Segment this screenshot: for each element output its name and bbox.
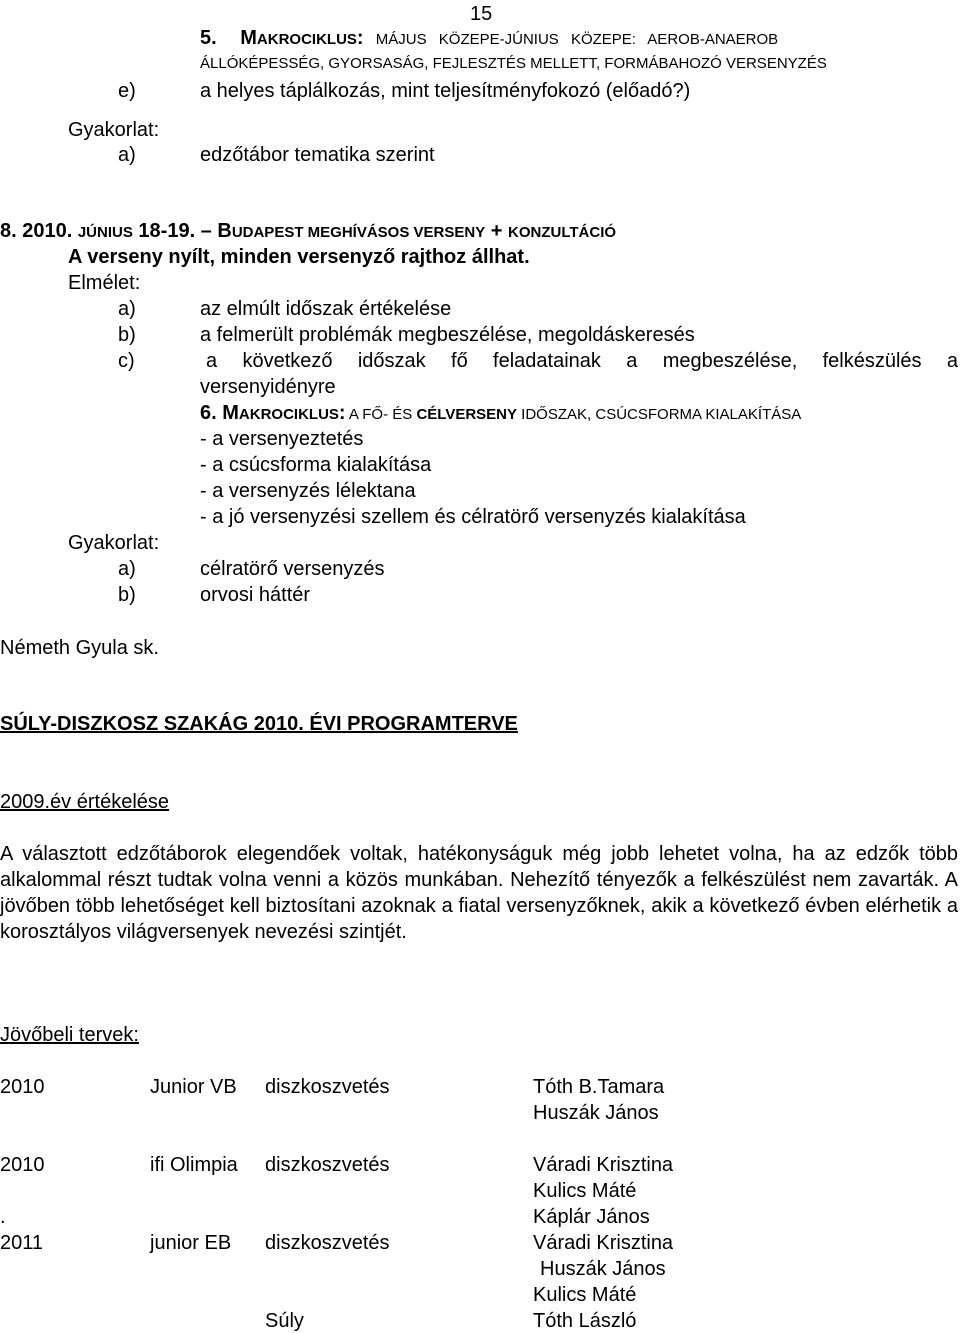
plan-athlete: Kulics Máté: [533, 1180, 637, 1202]
section-6-text-1: A FŐ- ÉS: [345, 406, 417, 423]
section-8-note: A verseny nyílt, minden versenyző rajthoz állhat.: [68, 246, 530, 268]
theory-title: Elmélet:: [68, 272, 141, 294]
plan-athlete: Tóth László: [533, 1310, 637, 1332]
list-item-continuation: versenyidényre: [200, 376, 336, 398]
section-6-number: 6. M: [200, 402, 239, 424]
plans-title: Jövőbeli tervek:: [0, 1024, 139, 1046]
dash-item: - a csúcsforma kialakítása: [200, 454, 432, 476]
list-item-text: az elmúlt időszak értékelése: [200, 298, 452, 320]
section-5-heading: [200, 26, 778, 52]
evaluation-paragraph: A választott edzőtáborok elegendőek voltak, hatékonyságuk még jobb lehetet volna, ha az edzők több alkalommal részt tudtak volna venni a közös munkában. Nehezítő tényezők a felkészülést nem zavarták. A jövőben több lehetőséget kell biztosítani azoknak a fiatal versenyzőknek, akik a következő évben elérhetik a korosztályos világversenyek nevezési szintjét.: [0, 843, 958, 943]
list-item-text: a helyes táplálkozás, mint teljesítményfokozó (előadó?): [200, 80, 691, 102]
plan-year: 2011: [0, 1232, 44, 1254]
section-5-heading-rest: MÁJUS KÖZEPE-JÚNIUS KÖZEPE: AEROB-ANAEROB: [363, 31, 779, 48]
list-item-text: orvosi háttér: [200, 584, 311, 606]
section-6-keyword: AKROCIKLUS: [238, 406, 339, 423]
plan-discipline: diszkoszvetés: [265, 1232, 390, 1254]
plan-athlete: Tóth B.Tamara: [533, 1076, 665, 1098]
list-item-text: a felmerült problémák megbeszélése, megoldáskeresés: [200, 324, 695, 346]
plan-year: 2010: [0, 1076, 45, 1098]
program-heading: SÚLY-DISZKOSZ SZAKÁG 2010. ÉVI PROGRAMTERVE: [0, 713, 518, 735]
section-8-consult: KONZULTÁCIÓ: [508, 224, 617, 241]
list-label: b): [118, 584, 136, 606]
section-6-heading: [200, 401, 801, 427]
plan-athlete: Váradi Krisztina: [533, 1232, 674, 1254]
section-5-number: 5.: [200, 27, 217, 49]
plan-athlete: Huszák János: [540, 1258, 666, 1280]
plan-athlete: Huszák János: [533, 1102, 659, 1124]
dash-item: - a versenyeztetés: [200, 428, 364, 450]
plan-discipline: Súly: [265, 1310, 304, 1332]
stray-dot: .: [0, 1206, 6, 1228]
section-6-target: CÉLVERSENY: [416, 406, 518, 423]
list-label: e): [118, 80, 136, 102]
plan-event: junior EB: [150, 1232, 232, 1254]
list-label: b): [118, 324, 136, 346]
section-8-month: JÚNIUS: [77, 224, 133, 241]
page-number: 15: [470, 3, 493, 25]
plan-athlete: Káplár János: [533, 1206, 650, 1228]
plan-athlete: Váradi Krisztina: [533, 1154, 674, 1176]
list-label: a): [118, 298, 136, 320]
list-label: a): [118, 144, 136, 166]
section-5-colon: :: [356, 27, 364, 49]
list-item-text: a következő időszak fő feladatainak a megbeszélése, felkészülés a: [206, 350, 958, 372]
section-5-cap: M: [240, 27, 257, 49]
plan-year: 2010: [0, 1154, 45, 1176]
list-label: a): [118, 558, 136, 580]
practice-title: Gyakorlat:: [68, 532, 160, 554]
plan-event: Junior VB: [150, 1076, 237, 1098]
section-5-subheading: ÁLLÓKÉPESSÉG, GYORSASÁG, FEJLESZTÉS MELLETT, FORMÁBAHOZÓ VERSENYZÉS: [200, 55, 827, 72]
section-8-event: UDAPEST MEGHÍVÁSOS VERSENY: [231, 224, 486, 241]
plan-discipline: diszkoszvetés: [265, 1154, 390, 1176]
plan-event: ifi Olimpia: [150, 1154, 238, 1176]
plan-discipline: diszkoszvetés: [265, 1076, 390, 1098]
section-8-date: 8. 2010.: [0, 220, 78, 242]
section-8-plus: +: [485, 220, 508, 242]
section-5-keyword: AKROCIKLUS: [256, 31, 357, 48]
signature: Németh Gyula sk.: [0, 637, 159, 659]
plan-athlete: Kulics Máté: [533, 1284, 637, 1306]
evaluation-title: 2009.év értékelése: [0, 791, 170, 813]
section-8-days: 18-19. – B: [132, 220, 232, 242]
section-6-colon: :: [338, 402, 346, 424]
list-label: c): [118, 350, 135, 372]
section-6-text-2: IDŐSZAK, CSÚCSFORMA KIALAKÍTÁSA: [517, 406, 802, 423]
dash-item: - a jó versenyzési szellem és célratörő versenyzés kialakítása: [200, 506, 746, 528]
dash-item: - a versenyzés lélektana: [200, 480, 416, 502]
list-item-text: edzőtábor tematika szerint: [200, 144, 435, 166]
practice-title: Gyakorlat:: [68, 119, 160, 141]
list-item-text: célratörő versenyzés: [200, 558, 385, 580]
section-8-heading: [0, 219, 616, 245]
